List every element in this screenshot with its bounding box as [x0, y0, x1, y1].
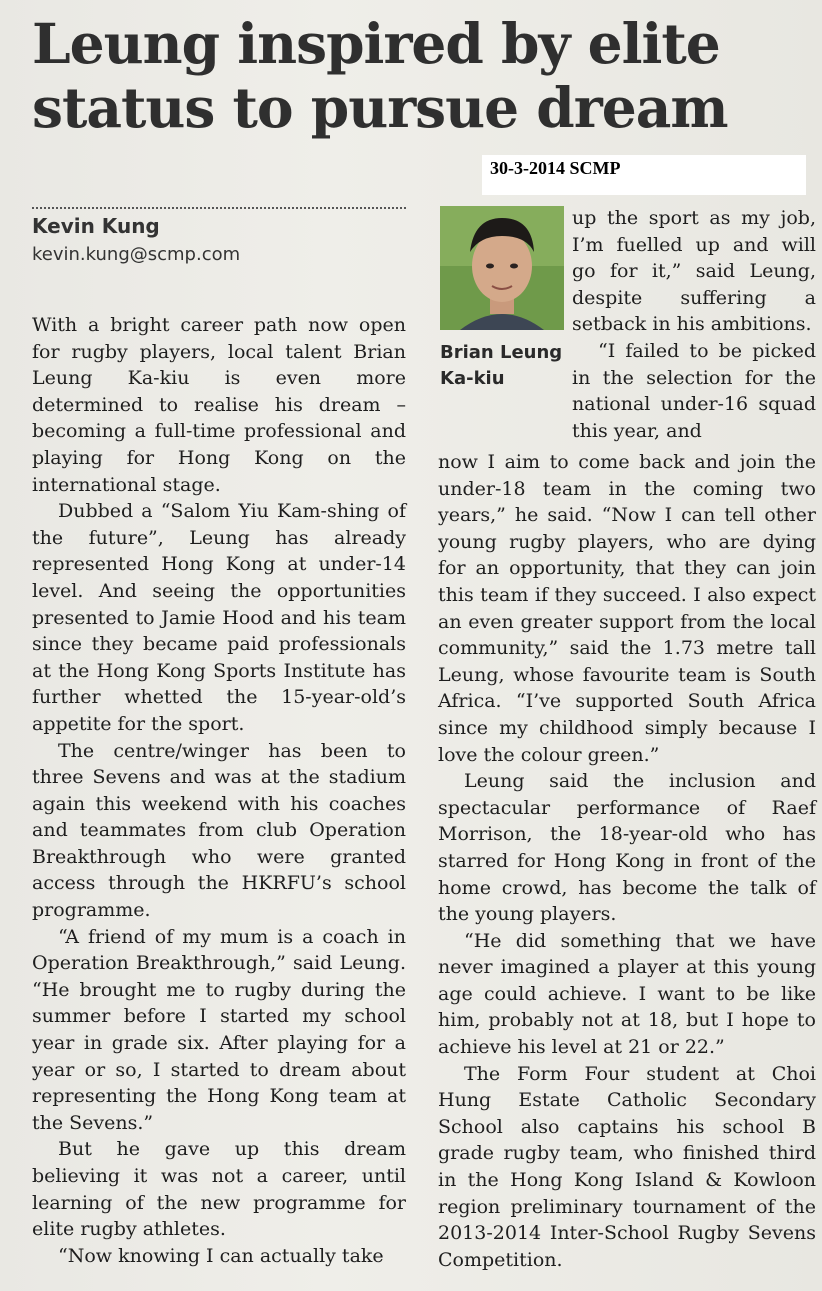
article-column-right-top — [572, 205, 816, 444]
photo-caption: Brian Leung Ka-kiu — [440, 342, 563, 389]
article-column-left — [32, 312, 406, 1269]
headline: Leung inspired by elite status to pursue dream — [32, 11, 728, 140]
paragraph: now I aim to come back and join the under-18 team in the coming two years,” he said. “Now I can tell other young rugby players, who are dying for an opportunity, that they can join this team if they succeed. I also expect an even greater support from the local community,” said the 1.73 metre tall Leung, whose favourite team is South Africa. “I’ve supported South Africa since my childhood simply because I love the colour green.” — [438, 451, 816, 766]
paragraph: Leung said the inclusion and spectacular performance of Raef Morrison, the 18-year-old who has starred for Hong Kong in front of the home crowd, has become the talk of the young players. — [438, 770, 816, 926]
player-photo — [440, 206, 564, 330]
paragraph: “A friend of my mum is a coach in Operation Breakthrough,” said Leung. “He brought me to rugby during the summer before I started my school year in grade six. After playing for a year or so, I started to dream about representing the Hong Kong team at the Sevens.” — [32, 925, 406, 1134]
paragraph: The centre/winger has been to three Sevens and was at the stadium again this weekend with his coaches and teammates from club Operation Breakthrough who were granted access through the HKRFU’s school programme. — [32, 739, 406, 922]
byline-divider — [32, 207, 406, 209]
paragraph: “I failed to be picked in the selection for the national under-16 squad this year, and — [572, 339, 816, 442]
paragraph: up the sport as my job, I’m fuelled up and will go for it,” said Leung, despite suffering a setback in his ambitions. — [572, 207, 816, 336]
byline-email: kevin.kung@scmp.com — [32, 244, 241, 265]
paragraph: “Now knowing I can actually take — [58, 1244, 384, 1267]
portrait-image — [440, 206, 564, 330]
article-column-right-bottom — [438, 449, 816, 1273]
date-stamp: 30-3-2014 SCMP — [490, 158, 621, 178]
paragraph: Dubbed a “Salom Yiu Kam-shing of the future”, Leung has already represented Hong Kong at under-14 level. And seeing the opportunities presented to Jamie Hood and his team since they became paid professionals at the Hong Kong Sports Institute has further whetted the 15-year-old’s appetite for the sport. — [32, 500, 406, 735]
paragraph: The Form Four student at Choi Hung Estate Catholic Secondary School also captains his school B grade rugby team, who finished third in the Hong Kong Island & Kowloon region preliminary tournament of the 2013-2014 Inter-School Rugby Sevens Competition. — [438, 1062, 816, 1271]
paragraph: With a bright career path now open for rugby players, local talent Brian Leung Ka-kiu is even more determined to realise his dream – becoming a full-time professional and playing for Hong Kong on the international stage. — [32, 314, 406, 496]
paragraph: But he gave up this dream believing it was not a career, until learning of the new programme for elite rugby athletes. — [32, 1138, 406, 1241]
paragraph: “He did something that we have never imagined a player at this young age could achieve. I want to be like him, probably not at 18, but I hope to achieve his level at 21 or 22.” — [438, 929, 816, 1059]
byline-name: Kevin Kung — [32, 214, 160, 238]
